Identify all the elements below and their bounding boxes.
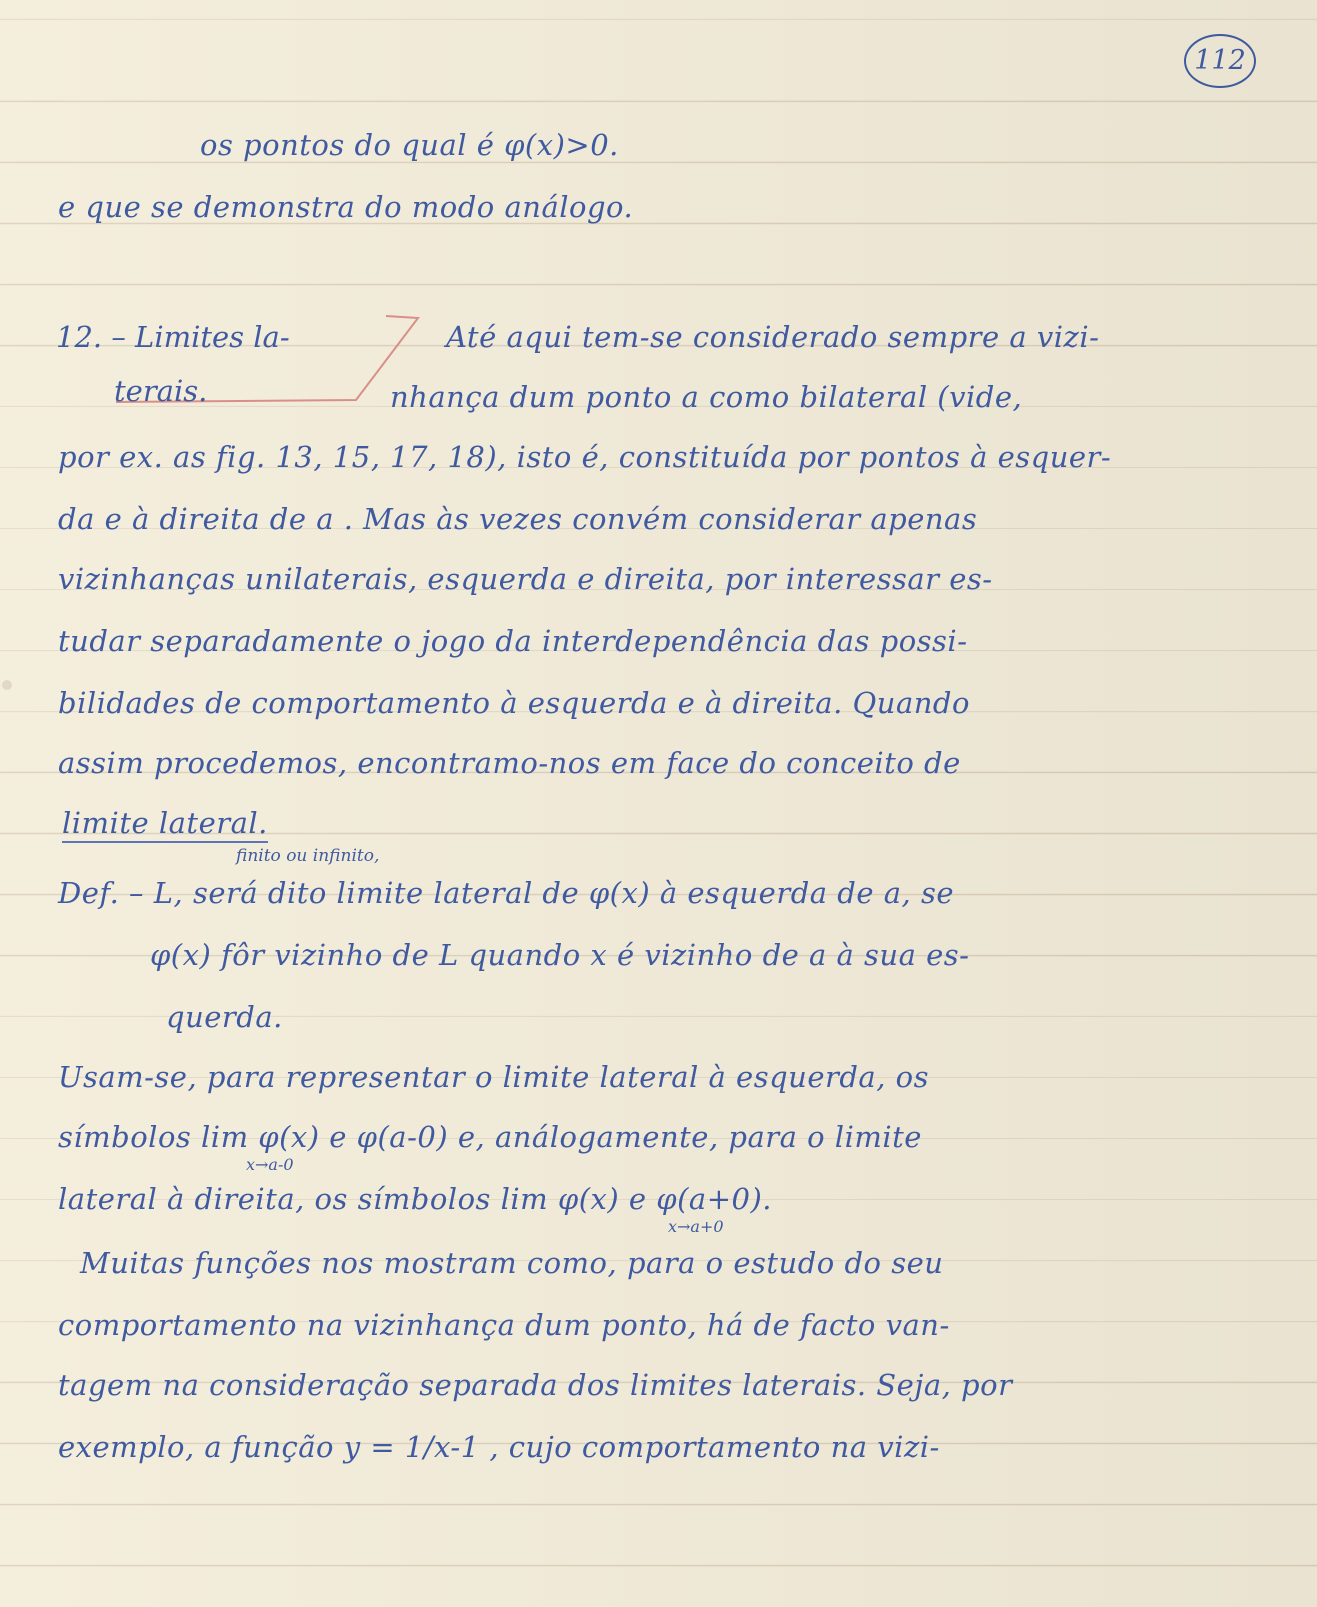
text-line-13: φ(x) fôr vizinho de L quando x é vizinho de a à sua es- <box>150 938 970 972</box>
text-line-11: limite lateral. <box>62 806 268 843</box>
text-line-14: querda. <box>166 1000 283 1034</box>
text-line-16: símbolos lim φ(x) e φ(a-0) e, análogamente, para o limite <box>58 1120 922 1154</box>
text-line-15: Usam-se, para representar o limite lateral à esquerda, os <box>58 1060 929 1094</box>
text-line-9: bilidades de comportamento à esquerda e à direita. Quando <box>58 686 970 720</box>
paper-stain <box>2 680 12 690</box>
text-line-6: da e à direita de a . Mas às vezes convém considerar apenas <box>58 502 978 536</box>
text-line-1: os pontos do qual é φ(x)>0. <box>200 128 619 162</box>
lim-subscript-right: x→a+0 <box>668 1217 724 1236</box>
text-line-12: Def. – L, será dito limite lateral de φ(x) à esquerda de a, se <box>58 876 954 910</box>
text-line-2: e que se demonstra do modo análogo. <box>58 190 634 224</box>
text-line-10: assim procedemos, encontramo-nos em face do conceito de <box>58 746 961 780</box>
lim-subscript-left: x→a-0 <box>246 1155 294 1174</box>
section-title-line2: terais. <box>114 374 208 408</box>
text-line-8: tudar separadamente o jogo da interdependência das possi- <box>58 624 968 658</box>
section-title-line1: 12. – Limites la- <box>56 320 290 354</box>
text-line-18: Muitas funções nos mostram como, para o estudo do seu <box>80 1246 944 1280</box>
text-line-19: comportamento na vizinhança dum ponto, há de facto van- <box>58 1308 950 1342</box>
text-line-3: Até aqui tem-se considerado sempre a vizi- <box>446 320 1100 354</box>
page-number: 112 <box>1184 34 1256 88</box>
text-line-17: lateral à direita, os símbolos lim φ(x) e φ(a+0). <box>58 1182 772 1216</box>
text-line-4: nhança dum ponto a como bilateral (vide, <box>390 380 1023 414</box>
section-label-box <box>56 312 428 408</box>
def-insertion: finito ou infinito, <box>236 846 380 866</box>
text-line-21: exemplo, a função y = 1/x-1 , cujo comportamento na vizi- <box>58 1430 940 1464</box>
text-line-20: tagem na consideração separada dos limites laterais. Seja, por <box>58 1368 1013 1402</box>
text-line-5: por ex. as fig. 13, 15, 17, 18), isto é, constituída por pontos à esquer- <box>58 440 1112 474</box>
text-line-7: vizinhanças unilaterais, esquerda e direita, por interessar es- <box>58 562 993 596</box>
